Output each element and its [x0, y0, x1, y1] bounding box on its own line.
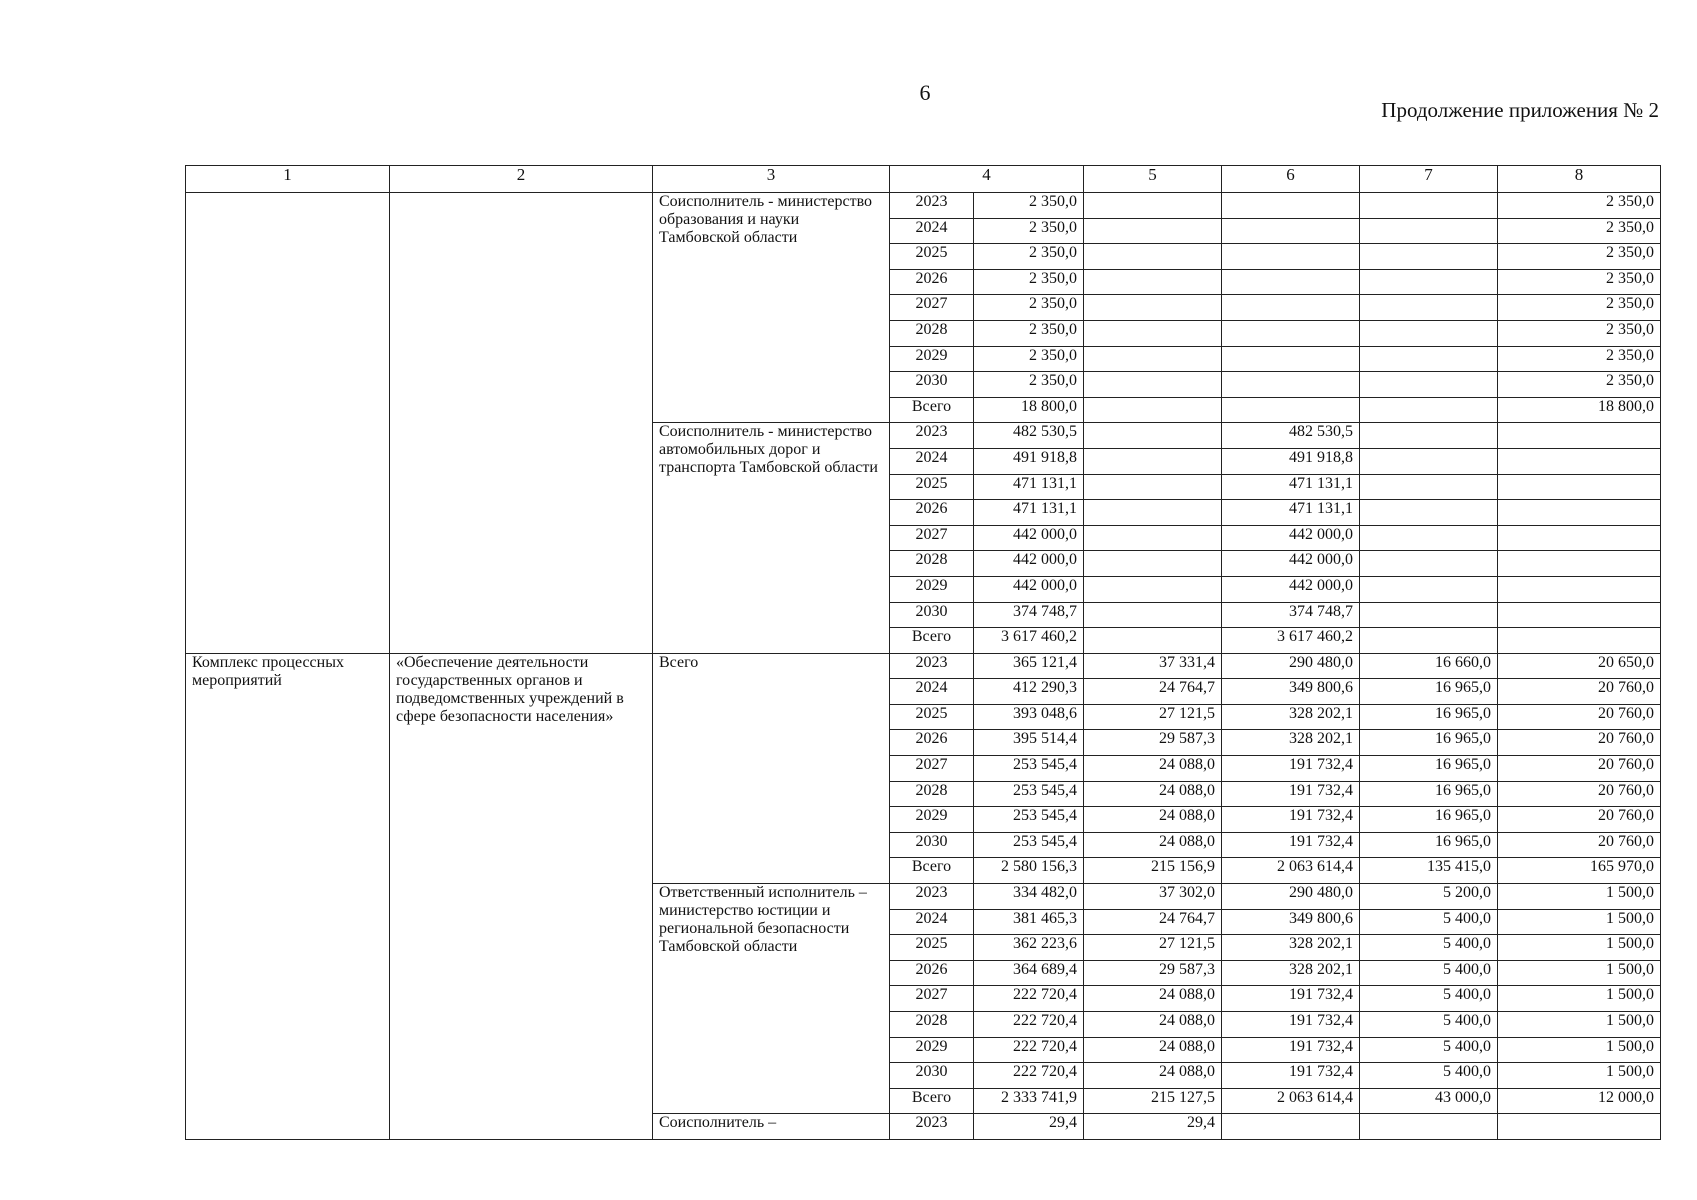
column-6-cell: 482 530,5	[1222, 423, 1360, 449]
column-8-cell: 2 350,0	[1498, 295, 1661, 321]
column-8-cell: 2 350,0	[1498, 320, 1661, 346]
column-6-cell	[1222, 244, 1360, 270]
column-8-cell: 18 800,0	[1498, 397, 1661, 423]
column-6-cell: 471 131,1	[1222, 500, 1360, 526]
total-amount-cell: 253 545,4	[974, 756, 1084, 782]
total-amount-cell: 2 333 741,9	[974, 1088, 1084, 1114]
column-7-cell	[1360, 269, 1498, 295]
year-cell: Всего	[890, 1088, 974, 1114]
column-5-cell	[1084, 244, 1222, 270]
column-8-cell: 2 350,0	[1498, 346, 1661, 372]
column-8-cell: 20 760,0	[1498, 704, 1661, 730]
column-7-cell	[1360, 576, 1498, 602]
total-amount-cell: 365 121,4	[974, 653, 1084, 679]
year-cell: 2026	[890, 730, 974, 756]
column-6-cell: 3 617 460,2	[1222, 628, 1360, 654]
column-7-cell	[1360, 1114, 1498, 1140]
total-amount-cell: 395 514,4	[974, 730, 1084, 756]
column-5-cell: 29,4	[1084, 1114, 1222, 1140]
column-5-cell: 215 156,9	[1084, 858, 1222, 884]
column-5-cell	[1084, 448, 1222, 474]
column-header-8: 8	[1498, 166, 1661, 193]
total-amount-cell: 222 720,4	[974, 986, 1084, 1012]
column-5-cell	[1084, 193, 1222, 219]
column-6-cell	[1222, 346, 1360, 372]
column-8-cell	[1498, 628, 1661, 654]
total-amount-cell: 2 350,0	[974, 320, 1084, 346]
column-5-cell: 24 088,0	[1084, 781, 1222, 807]
column-6-cell: 442 000,0	[1222, 551, 1360, 577]
column-8-cell	[1498, 423, 1661, 449]
column-8-cell: 1 500,0	[1498, 1037, 1661, 1063]
column-8-cell: 20 650,0	[1498, 653, 1661, 679]
total-amount-cell: 442 000,0	[974, 576, 1084, 602]
column-header-1: 1	[186, 166, 390, 193]
column-5-cell: 29 587,3	[1084, 960, 1222, 986]
column-5-cell: 24 088,0	[1084, 1063, 1222, 1089]
year-cell: 2028	[890, 1012, 974, 1038]
total-amount-cell: 412 290,3	[974, 679, 1084, 705]
column-6-cell: 290 480,0	[1222, 884, 1360, 910]
column-8-cell	[1498, 448, 1661, 474]
column-6-cell	[1222, 218, 1360, 244]
column-5-cell: 24 764,7	[1084, 679, 1222, 705]
total-amount-cell: 482 530,5	[974, 423, 1084, 449]
column-header-5: 5	[1084, 166, 1222, 193]
column-8-cell: 1 500,0	[1498, 884, 1661, 910]
column-8-cell	[1498, 525, 1661, 551]
column-header-6: 6	[1222, 166, 1360, 193]
column-7-cell	[1360, 397, 1498, 423]
executor-cell: Всего	[653, 653, 890, 883]
appendix-continuation-note: Продолжение приложения № 2	[1381, 98, 1659, 122]
column-7-cell: 5 400,0	[1360, 1037, 1498, 1063]
column-8-cell: 1 500,0	[1498, 960, 1661, 986]
column-5-cell: 215 127,5	[1084, 1088, 1222, 1114]
column-7-cell	[1360, 372, 1498, 398]
column-8-cell: 1 500,0	[1498, 935, 1661, 961]
column-6-cell: 374 748,7	[1222, 602, 1360, 628]
column-6-cell	[1222, 295, 1360, 321]
year-cell: 2024	[890, 448, 974, 474]
year-cell: 2023	[890, 653, 974, 679]
executor-cell: Ответственный исполнитель – министерство юстиции и региональной безопасности Тамбовской области	[653, 884, 890, 1114]
column-6-cell: 290 480,0	[1222, 653, 1360, 679]
total-amount-cell: 393 048,6	[974, 704, 1084, 730]
column-6-cell	[1222, 269, 1360, 295]
column-5-cell: 24 088,0	[1084, 1037, 1222, 1063]
column-6-cell: 2 063 614,4	[1222, 858, 1360, 884]
column-7-cell	[1360, 295, 1498, 321]
column-7-cell	[1360, 423, 1498, 449]
column-6-cell: 349 800,6	[1222, 679, 1360, 705]
column-6-cell: 349 800,6	[1222, 909, 1360, 935]
column-8-cell	[1498, 602, 1661, 628]
column-8-cell: 2 350,0	[1498, 193, 1661, 219]
column-7-cell	[1360, 525, 1498, 551]
total-amount-cell: 3 617 460,2	[974, 628, 1084, 654]
column-8-cell	[1498, 500, 1661, 526]
column-7-cell: 5 200,0	[1360, 884, 1498, 910]
column-7-cell	[1360, 448, 1498, 474]
year-cell: 2026	[890, 960, 974, 986]
column-5-cell	[1084, 474, 1222, 500]
year-cell: 2025	[890, 474, 974, 500]
column-6-cell: 491 918,8	[1222, 448, 1360, 474]
column-8-cell: 20 760,0	[1498, 807, 1661, 833]
year-cell: 2025	[890, 704, 974, 730]
total-amount-cell: 2 350,0	[974, 346, 1084, 372]
column-5-cell	[1084, 269, 1222, 295]
column-5-cell	[1084, 423, 1222, 449]
column-5-cell	[1084, 525, 1222, 551]
column-5-cell: 27 121,5	[1084, 704, 1222, 730]
column-5-cell	[1084, 372, 1222, 398]
total-amount-cell: 442 000,0	[974, 551, 1084, 577]
total-amount-cell: 222 720,4	[974, 1012, 1084, 1038]
column-7-cell	[1360, 602, 1498, 628]
column-6-cell: 191 732,4	[1222, 1063, 1360, 1089]
column-7-cell	[1360, 628, 1498, 654]
year-cell: 2024	[890, 218, 974, 244]
column-7-cell	[1360, 244, 1498, 270]
column-5-cell: 27 121,5	[1084, 935, 1222, 961]
column-5-cell	[1084, 320, 1222, 346]
year-cell: 2028	[890, 781, 974, 807]
year-cell: 2029	[890, 1037, 974, 1063]
column-8-cell: 2 350,0	[1498, 269, 1661, 295]
column-7-cell: 16 965,0	[1360, 832, 1498, 858]
table-row	[186, 653, 1661, 679]
year-cell: Всего	[890, 858, 974, 884]
total-amount-cell: 2 350,0	[974, 193, 1084, 219]
year-cell: 2030	[890, 602, 974, 628]
total-amount-cell: 253 545,4	[974, 807, 1084, 833]
column-5-cell: 24 088,0	[1084, 832, 1222, 858]
total-amount-cell: 29,4	[974, 1114, 1084, 1140]
column-8-cell: 2 350,0	[1498, 244, 1661, 270]
column-7-cell: 5 400,0	[1360, 960, 1498, 986]
column-5-cell	[1084, 397, 1222, 423]
column-7-cell: 16 965,0	[1360, 807, 1498, 833]
year-cell: 2028	[890, 551, 974, 577]
column-8-cell: 1 500,0	[1498, 986, 1661, 1012]
total-amount-cell: 374 748,7	[974, 602, 1084, 628]
year-cell: 2024	[890, 679, 974, 705]
year-cell: 2029	[890, 807, 974, 833]
column-8-cell: 20 760,0	[1498, 832, 1661, 858]
total-amount-cell: 381 465,3	[974, 909, 1084, 935]
total-amount-cell: 222 720,4	[974, 1037, 1084, 1063]
year-cell: 2028	[890, 320, 974, 346]
column-5-cell	[1084, 551, 1222, 577]
column-5-cell	[1084, 602, 1222, 628]
year-cell: 2025	[890, 935, 974, 961]
column-7-cell	[1360, 551, 1498, 577]
page-number: 6	[919, 80, 931, 105]
column-6-cell	[1222, 193, 1360, 219]
column-header-3: 3	[653, 166, 890, 193]
column-6-cell	[1222, 372, 1360, 398]
total-amount-cell: 2 350,0	[974, 218, 1084, 244]
column-8-cell: 20 760,0	[1498, 679, 1661, 705]
column-8-cell	[1498, 576, 1661, 602]
year-cell: Всего	[890, 628, 974, 654]
total-amount-cell: 2 350,0	[974, 244, 1084, 270]
program-name-cell	[390, 193, 653, 654]
column-5-cell	[1084, 628, 1222, 654]
year-cell: 2027	[890, 986, 974, 1012]
executor-cell: Соисполнитель –	[653, 1114, 890, 1140]
column-6-cell: 191 732,4	[1222, 986, 1360, 1012]
column-5-cell: 24 088,0	[1084, 986, 1222, 1012]
total-amount-cell: 471 131,1	[974, 500, 1084, 526]
column-7-cell: 16 965,0	[1360, 679, 1498, 705]
total-amount-cell: 334 482,0	[974, 884, 1084, 910]
total-amount-cell: 253 545,4	[974, 781, 1084, 807]
year-cell: 2026	[890, 269, 974, 295]
year-cell: 2023	[890, 1114, 974, 1140]
column-5-cell: 24 764,7	[1084, 909, 1222, 935]
column-5-cell: 24 088,0	[1084, 756, 1222, 782]
year-cell: 2030	[890, 832, 974, 858]
column-5-cell	[1084, 500, 1222, 526]
total-amount-cell: 253 545,4	[974, 832, 1084, 858]
column-6-cell: 191 732,4	[1222, 1037, 1360, 1063]
column-5-cell: 29 587,3	[1084, 730, 1222, 756]
column-7-cell	[1360, 474, 1498, 500]
total-amount-cell: 18 800,0	[974, 397, 1084, 423]
column-6-cell: 2 063 614,4	[1222, 1088, 1360, 1114]
column-8-cell: 1 500,0	[1498, 1063, 1661, 1089]
column-8-cell: 20 760,0	[1498, 730, 1661, 756]
column-header-row	[186, 166, 1661, 193]
column-6-cell: 191 732,4	[1222, 832, 1360, 858]
total-amount-cell: 2 350,0	[974, 269, 1084, 295]
column-8-cell: 165 970,0	[1498, 858, 1661, 884]
column-5-cell	[1084, 218, 1222, 244]
year-cell: 2027	[890, 525, 974, 551]
column-6-cell: 442 000,0	[1222, 576, 1360, 602]
column-6-cell	[1222, 397, 1360, 423]
column-8-cell: 1 500,0	[1498, 1012, 1661, 1038]
column-7-cell: 5 400,0	[1360, 986, 1498, 1012]
year-cell: 2030	[890, 372, 974, 398]
program-name-cell: «Обеспечение деятельности государственных органов и подведомственных учреждений в сфере безопасности населения»	[390, 653, 653, 1139]
column-7-cell	[1360, 500, 1498, 526]
column-7-cell: 5 400,0	[1360, 935, 1498, 961]
column-6-cell: 328 202,1	[1222, 730, 1360, 756]
total-amount-cell: 2 350,0	[974, 295, 1084, 321]
total-amount-cell: 2 580 156,3	[974, 858, 1084, 884]
column-6-cell: 328 202,1	[1222, 935, 1360, 961]
column-6-cell: 442 000,0	[1222, 525, 1360, 551]
column-8-cell	[1498, 1114, 1661, 1140]
column-8-cell	[1498, 551, 1661, 577]
total-amount-cell: 362 223,6	[974, 935, 1084, 961]
column-5-cell: 24 088,0	[1084, 807, 1222, 833]
total-amount-cell: 442 000,0	[974, 525, 1084, 551]
column-6-cell: 328 202,1	[1222, 960, 1360, 986]
column-7-cell: 16 965,0	[1360, 730, 1498, 756]
column-header-7: 7	[1360, 166, 1498, 193]
column-7-cell: 16 660,0	[1360, 653, 1498, 679]
table-body	[186, 193, 1661, 1140]
table-row	[186, 193, 1661, 219]
column-7-cell: 5 400,0	[1360, 1012, 1498, 1038]
column-6-cell: 328 202,1	[1222, 704, 1360, 730]
column-7-cell: 16 965,0	[1360, 756, 1498, 782]
program-type-cell: Комплекс процессных мероприятий	[186, 653, 390, 1139]
year-cell: 2029	[890, 576, 974, 602]
year-cell: Всего	[890, 397, 974, 423]
column-8-cell	[1498, 474, 1661, 500]
column-6-cell	[1222, 1114, 1360, 1140]
column-7-cell: 16 965,0	[1360, 704, 1498, 730]
executor-cell: Соисполнитель - министерство образования и науки Тамбовской области	[653, 193, 890, 423]
year-cell: 2029	[890, 346, 974, 372]
column-6-cell: 191 732,4	[1222, 807, 1360, 833]
column-6-cell: 191 732,4	[1222, 756, 1360, 782]
year-cell: 2030	[890, 1063, 974, 1089]
column-7-cell	[1360, 346, 1498, 372]
column-7-cell: 5 400,0	[1360, 1063, 1498, 1089]
total-amount-cell: 471 131,1	[974, 474, 1084, 500]
column-8-cell: 20 760,0	[1498, 756, 1661, 782]
column-5-cell	[1084, 295, 1222, 321]
column-5-cell: 24 088,0	[1084, 1012, 1222, 1038]
column-7-cell	[1360, 320, 1498, 346]
total-amount-cell: 364 689,4	[974, 960, 1084, 986]
year-cell: 2023	[890, 884, 974, 910]
column-header-2: 2	[390, 166, 653, 193]
year-cell: 2024	[890, 909, 974, 935]
column-header-4: 4	[890, 166, 1084, 193]
column-7-cell: 135 415,0	[1360, 858, 1498, 884]
year-cell: 2027	[890, 756, 974, 782]
column-7-cell: 16 965,0	[1360, 781, 1498, 807]
column-8-cell: 20 760,0	[1498, 781, 1661, 807]
total-amount-cell: 2 350,0	[974, 372, 1084, 398]
year-cell: 2025	[890, 244, 974, 270]
column-5-cell	[1084, 576, 1222, 602]
column-5-cell: 37 302,0	[1084, 884, 1222, 910]
column-7-cell	[1360, 193, 1498, 219]
total-amount-cell: 222 720,4	[974, 1063, 1084, 1089]
executor-cell: Соисполнитель - министерство автомобильных дорог и транспорта Тамбовской области	[653, 423, 890, 653]
total-amount-cell: 491 918,8	[974, 448, 1084, 474]
column-5-cell: 37 331,4	[1084, 653, 1222, 679]
budget-table	[185, 165, 1661, 1140]
column-8-cell: 2 350,0	[1498, 218, 1661, 244]
column-7-cell	[1360, 218, 1498, 244]
column-8-cell: 1 500,0	[1498, 909, 1661, 935]
year-cell: 2027	[890, 295, 974, 321]
column-6-cell	[1222, 320, 1360, 346]
column-8-cell: 12 000,0	[1498, 1088, 1661, 1114]
column-8-cell: 2 350,0	[1498, 372, 1661, 398]
column-7-cell: 43 000,0	[1360, 1088, 1498, 1114]
column-7-cell: 5 400,0	[1360, 909, 1498, 935]
column-6-cell: 191 732,4	[1222, 1012, 1360, 1038]
program-type-cell	[186, 193, 390, 654]
year-cell: 2026	[890, 500, 974, 526]
year-cell: 2023	[890, 423, 974, 449]
column-5-cell	[1084, 346, 1222, 372]
column-6-cell: 191 732,4	[1222, 781, 1360, 807]
year-cell: 2023	[890, 193, 974, 219]
column-6-cell: 471 131,1	[1222, 474, 1360, 500]
